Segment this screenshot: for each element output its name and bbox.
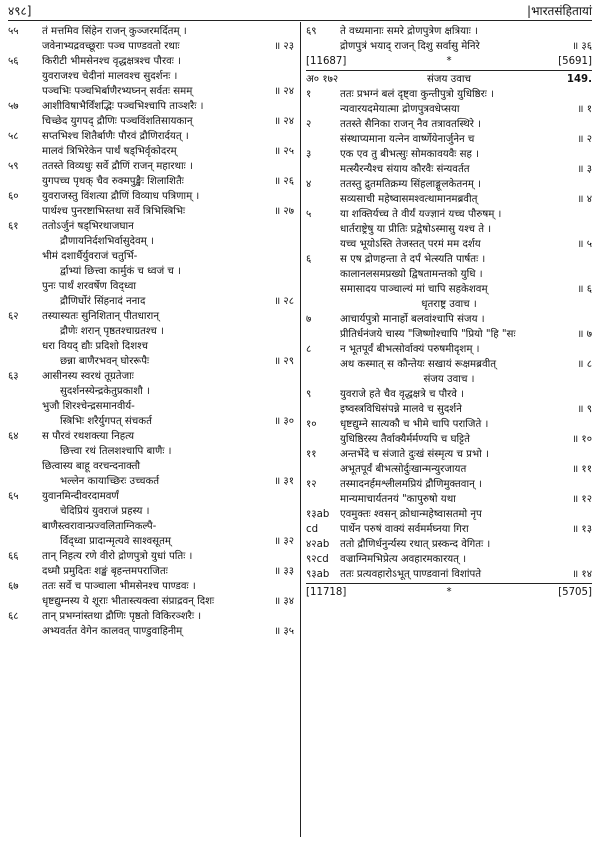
verse-number: ११: [306, 449, 317, 460]
verse-number: ६८: [8, 611, 19, 622]
verse-line: [8, 264, 294, 279]
verse-marker: ॥ १३: [572, 524, 592, 535]
verse-line: [8, 459, 294, 474]
verse-text: ततः प्रत्यवहारोऽभूत् पाण्डवानां विशांपते: [340, 569, 482, 580]
verse-text: द्रौणिर्घोरं सिंहनादं ननाद: [60, 296, 146, 307]
verse-line: [306, 237, 592, 252]
speaker-heading: धृतराष्ट्र उवाच ।: [421, 299, 477, 310]
verse-text: स पौरवं रथशक्त्या निहत्य: [42, 431, 134, 442]
verse-line: [306, 567, 592, 582]
verse-text: कालानलसमप्रख्यो द्विषतामन्तको युधि ।: [340, 269, 483, 280]
verse-text: ते वध्यमानाः समरे द्रोणपुत्रेण क्षत्रियाः ।: [340, 26, 478, 37]
right-column: [306, 24, 592, 600]
verse-line: [306, 177, 592, 192]
verse-marker: ॥ ३२: [274, 536, 294, 547]
verse-text: अथ कस्मात् स कौन्तेयः सखायं रूक्षमब्रवीत्: [340, 359, 497, 370]
verse-line: [306, 462, 592, 477]
right-column-main-verses: [306, 87, 592, 297]
footer-star: *: [446, 56, 452, 67]
verse-count-footer: [306, 54, 592, 69]
verse-text: युवानमिन्दीवरदामवर्णं: [42, 491, 119, 502]
verse-line: [8, 144, 294, 159]
verse-marker: ॥ २: [577, 134, 592, 145]
verse-line: [8, 519, 294, 534]
verse-line: [306, 342, 592, 357]
verse-number: १३ab: [306, 509, 330, 520]
verse-text: इष्वस्त्रविधिसंपन्ने मालवे च सुदर्शने: [340, 404, 462, 415]
verse-text: ततस्तु द्रुतमतिक्रम्य सिंहलाङ्गूलकेतनम् ।: [340, 179, 481, 190]
verse-text: पञ्चभिः पञ्चभिर्बाणैरभ्यघ्नन् सर्वतः समम्: [42, 86, 193, 97]
verse-text: युवराजे हते चैव वृद्धक्षत्रे च पौरवे ।: [340, 389, 465, 400]
verse-line: [8, 24, 294, 39]
verse-marker: ॥ ९: [577, 404, 592, 415]
verse-line: [8, 369, 294, 384]
verse-line: [306, 207, 592, 222]
verse-text: पार्थेन परुषं वाक्यं सर्वमर्मघ्नया गिरा: [340, 524, 469, 535]
verse-text: मान्यमाचार्यतनयं "कापुरुषो यथा: [340, 494, 456, 505]
verse-marker: ॥ २८: [274, 296, 294, 307]
left-column: [8, 24, 294, 639]
verse-line: [8, 234, 294, 249]
verse-marker: ॥ २६: [274, 176, 294, 187]
verse-text: स्त्रिभिः शरैर्युगपत् संचकर्त: [60, 416, 152, 427]
verse-text: ततस्ते सैनिका राजन् नैव तत्रावतस्थिरे ।: [340, 119, 482, 130]
verse-line: [306, 402, 592, 417]
verse-line: [8, 189, 294, 204]
verse-text: युवराजश्च चेदीनां मालवश्च सुदर्शनः ।: [42, 71, 178, 82]
verse-text: मालवं त्रिभिरेकेन पार्थं षड्भिर्वृकोदरम्: [42, 146, 177, 157]
verse-text: छित्वास्य बाहू वरचन्दनाक्तौ: [42, 461, 141, 472]
chapter-heading-line: [306, 72, 592, 87]
verse-marker: ॥ २४: [274, 86, 294, 97]
verse-number: १२: [306, 479, 317, 490]
verse-text: भुजौ शिरश्चेन्द्रसमानवीर्य-: [42, 401, 135, 412]
verse-text: सव्यसाची महेष्वासमश्वत्थामानमब्रवीत्: [340, 194, 478, 205]
verse-text: तान् प्रभग्नांस्तथा द्रौणिः पृष्ठतो विकिरञ्शरैः ।: [42, 611, 202, 622]
verse-number: ६४: [8, 431, 19, 442]
verse-text: मत्स्यैरन्यैश्च संयाय कौरवैः संन्यवर्तत: [340, 164, 470, 175]
verse-line: [8, 429, 294, 444]
page-number: ४९८]: [8, 4, 32, 18]
verse-line: [306, 327, 592, 342]
footer-count-right: [5691]: [558, 56, 592, 67]
verse-text: सप्तभिश्च शितैर्बाणैः पौरवं द्रौणिरार्दयत् ।: [42, 131, 189, 142]
verse-marker: ॥ २४: [274, 116, 294, 127]
verse-marker: ॥ ५: [577, 239, 592, 250]
verse-marker: ॥ ३६: [572, 41, 592, 52]
verse-text: स एष द्रोणहन्ता ते दर्पं भेत्स्यति पार्षतः ।: [340, 254, 486, 265]
verse-number: cd: [306, 524, 319, 535]
verse-number: १०: [306, 419, 317, 430]
verse-number: ५६: [8, 56, 19, 67]
header-rule: [8, 20, 592, 21]
verse-line: [8, 39, 294, 54]
chapter-speaker: संजय उवाच: [427, 74, 471, 85]
verse-marker: ॥ ११: [572, 464, 592, 475]
verse-text: या शक्तिर्यच्च ते वीर्यं यज्ज्ञानं यच्च पौरुषम् ।: [340, 209, 502, 220]
verse-line: [306, 132, 592, 147]
verse-text: ततोऽर्जुनं षड्भिरथाजघान: [42, 221, 134, 232]
verse-marker: ॥ २९: [274, 356, 294, 367]
verse-number: ४२ab: [306, 539, 330, 550]
footer-count-right: [5705]: [558, 587, 592, 598]
page-header: [0, 0, 600, 22]
verse-text: अभूतपूर्वं बीभत्सोर्दुःखान्मन्युरजायत: [340, 464, 467, 475]
verse-text: प्रीतिर्धनंजये चास्य "जिष्णोश्चापि "प्रियो "हि "सः: [340, 329, 516, 340]
verse-marker: ॥ १०: [572, 434, 592, 445]
verse-marker: ॥ २५: [274, 146, 294, 157]
verse-number: ३: [306, 149, 312, 160]
verse-line: [306, 447, 592, 462]
verse-text: तस्यास्यतः सुनिशितान् पीतधारान्: [42, 311, 159, 322]
verse-line: [8, 219, 294, 234]
verse-number: ६२: [8, 311, 19, 322]
verse-text: यच्च भूयोऽस्ति तेजस्तत् परमं मम दर्शय: [340, 239, 481, 250]
verse-line: [306, 267, 592, 282]
verse-marker: ॥ ४: [577, 194, 592, 205]
verse-line: [8, 444, 294, 459]
verse-line: [306, 24, 592, 39]
verse-number: ९२cd: [306, 554, 329, 565]
verse-line: [8, 84, 294, 99]
right-column-bottom-verses: [306, 387, 592, 582]
verse-line: [306, 477, 592, 492]
verse-line: [306, 417, 592, 432]
right-column-top-verses: [306, 24, 592, 54]
verse-number: ६५: [8, 491, 19, 502]
verse-line: [306, 222, 592, 237]
verse-text: बाणैस्त्वरावान्प्रज्वलिताग्निकल्पै-: [42, 521, 157, 532]
verse-line: [306, 492, 592, 507]
verse-text: किरीटी भीमसेनश्च वृद्धक्षत्रश्च पौरवः ।: [42, 56, 181, 67]
verse-number: ६६: [8, 551, 19, 562]
verse-text: न्यवारयदमेयात्मा द्रोणपुत्रवधेप्सया: [340, 104, 460, 115]
verse-line: [306, 102, 592, 117]
verse-text: आसीनस्य स्वरथं तूग्रतेजाः: [42, 371, 134, 382]
verse-line: [306, 507, 592, 522]
verse-line: [306, 432, 592, 447]
verse-text: छन्ना बाणैरभवन् घोररूपैः: [60, 356, 150, 367]
verse-marker: ॥ ८: [577, 359, 592, 370]
verse-marker: ॥ १४: [572, 569, 592, 580]
verse-line: [8, 339, 294, 354]
verse-text: एवमुक्तः श्वसन् क्रोधान्महेष्वासतमो नृप: [340, 509, 482, 520]
verse-text: अभ्यवर्तत वेगेन कालवत् पाण्डुवाहिनीम्: [42, 626, 183, 637]
chapter-number: 149.: [566, 74, 592, 85]
speaker-heading: संजय उवाच ।: [423, 374, 475, 385]
verse-line: [8, 294, 294, 309]
verse-text: द्रौणेः शरान् पृष्ठतश्चाग्रतश्च ।: [60, 326, 164, 337]
verse-line: [8, 354, 294, 369]
verse-marker: ॥ ३४: [274, 596, 294, 607]
verse-text: धृष्टद्युम्ने सात्यकौ च भीमे चापि पराजिते ।: [340, 419, 489, 430]
verse-number: ५८: [8, 131, 19, 142]
verse-line: [8, 204, 294, 219]
verse-line: [8, 564, 294, 579]
verse-line: [8, 549, 294, 564]
footer-count-left: [11687]: [306, 56, 347, 67]
verse-line: [8, 609, 294, 624]
verse-line: [8, 249, 294, 264]
verse-text: युगपच्च पृथक् चैव रुक्मपुङ्खैः शिलाशितैः: [42, 176, 184, 187]
footer-star: *: [446, 587, 452, 598]
verse-text: द्रोणपुत्रं भयाद् राजन् दिशु सर्वासु मेनिरे: [340, 41, 480, 52]
column-divider: [300, 22, 301, 837]
verse-text: चेदिप्रियं युवराजं प्रहस्य ।: [60, 506, 150, 517]
verse-number: ५७: [8, 101, 19, 112]
verse-marker: ॥ १: [577, 104, 592, 115]
verse-number: ४: [306, 179, 312, 190]
verse-number: ५९: [8, 161, 19, 172]
verse-text: युधिष्ठिरस्य तैर्वाक्यैर्मर्मण्यपि च घट्टिते: [340, 434, 470, 445]
verse-line: [306, 162, 592, 177]
verse-text: र्विद्ध्वा प्रादान्मृत्यवे साश्वसूतम्: [60, 536, 171, 547]
verse-text: ततः सर्वे च पाञ्चाला भीमसेनश्च पाण्डवः ।: [42, 581, 196, 592]
verse-number: ६: [306, 254, 312, 265]
verse-text: संस्थाप्यमाना यत्नेन वार्ष्णेयेनार्जुनेन च: [340, 134, 475, 145]
verse-line: [8, 534, 294, 549]
verse-line: [8, 174, 294, 189]
verse-count-footer: [306, 585, 592, 600]
verse-text: युवराजस्तु विंशत्या द्रौणिं विव्याध पत्रिणाम् ।: [42, 191, 200, 202]
verse-line: [306, 312, 592, 327]
verse-line: [8, 114, 294, 129]
verse-text: एक एव तु बीभत्सुः सोमकावयवैः सह ।: [340, 149, 479, 160]
verse-line: [306, 522, 592, 537]
verse-line: [8, 69, 294, 84]
verse-number: ७: [306, 314, 312, 325]
verse-number: ६९: [306, 26, 317, 37]
verse-text: वज्राग्निमभिप्रेत्य अवहारमकारयत् ।: [340, 554, 467, 565]
verse-marker: ॥ ७: [577, 329, 592, 340]
verse-number: २: [306, 119, 312, 130]
verse-text: तान् निहत्य रणे वीरो द्रोणपुत्रो युधां पतिः ।: [42, 551, 193, 562]
verse-text: तस्मादनर्हमश्लीलमप्रियं द्रौणिमुक्तवान् ।: [340, 479, 482, 490]
verse-text: ततः प्रभग्नं बलं दृष्ट्वा कुन्तीपुत्रो युधिष्ठिरः ।: [340, 89, 494, 100]
verse-line: [306, 87, 592, 102]
verse-line: [306, 552, 592, 567]
verse-line: [8, 504, 294, 519]
verse-line: [306, 357, 592, 372]
verse-marker: ॥ ३०: [274, 416, 294, 427]
verse-marker: ॥ ३५: [274, 626, 294, 637]
verse-line: [8, 489, 294, 504]
verse-marker: ॥ १२: [572, 494, 592, 505]
verse-number: ६७: [8, 581, 19, 592]
verse-line: [306, 387, 592, 402]
verse-line: [8, 384, 294, 399]
verse-number: ५५: [8, 26, 19, 37]
verse-text: धृष्टद्युम्नस्य ये शूराः भीतास्त्यक्त्वा संप्राद्रवन् दिशः: [42, 596, 215, 607]
verse-line: [8, 579, 294, 594]
verse-text: समासादय पाञ्चाल्यं मां चापि सहकेशवम्: [340, 284, 488, 295]
verse-text: ततस्ते विव्यधुः सर्वे द्रौणिं राजन् महारथाः ।: [42, 161, 193, 172]
verse-text: भीमं दशार्धैर्युवराजं चतुर्भि-: [42, 251, 138, 262]
verse-line: [8, 414, 294, 429]
verse-text: धरा वियद् द्यौः प्रदिशो दिशश्च: [42, 341, 148, 352]
running-title: |भारतसंहितायां: [527, 4, 592, 18]
verse-number: १: [306, 89, 312, 100]
verse-line: [306, 39, 592, 54]
verse-marker: ॥ ३३: [274, 566, 294, 577]
verse-text: धार्तराष्ट्रेषु या प्रीतिः प्रद्वेषोऽस्मासु यश्च ते ।: [340, 224, 492, 235]
verse-marker: ॥ ३१: [274, 476, 294, 487]
verse-line: [8, 594, 294, 609]
verse-line: [8, 309, 294, 324]
verse-text: तं मत्तमिव सिंहेन राजन् कुञ्जरमर्दितम् ।: [42, 26, 187, 37]
verse-text: पुनः पार्थं शरवर्षेण विद्ध्वा: [42, 281, 137, 292]
verse-number: ६१: [8, 221, 19, 232]
verse-line: [8, 99, 294, 114]
verse-marker: ॥ ६: [577, 284, 592, 295]
verse-text: अन्तर्भेदे च संजाते दुःखं संस्मृत्य च प्रभो ।: [340, 449, 489, 460]
verse-line: [8, 279, 294, 294]
right-column-mid-verses: [306, 312, 592, 372]
verse-text: चिच्छेद युगपद् द्रौणिः पञ्चविंशतिसायकान्: [42, 116, 193, 127]
verse-number: ६३: [8, 371, 19, 382]
chapter-label: अ० १७२: [306, 74, 339, 85]
verse-text: दध्मौ प्रमुदितः शङ्खं बृहन्तमपराजितः: [42, 566, 168, 577]
verse-line: [306, 147, 592, 162]
verse-text: सुदर्शनस्येन्द्रकेतुप्रकाशौ ।: [60, 386, 150, 397]
verse-line: [8, 474, 294, 489]
verse-text: पार्थश्च पुनरष्टाभिस्तथा सर्वे त्रिभिस्त्रिभिः: [42, 206, 186, 217]
verse-line: [8, 159, 294, 174]
verse-line: [8, 54, 294, 69]
verse-marker: ॥ २७: [274, 206, 294, 217]
verse-line: [8, 324, 294, 339]
verse-line: [306, 117, 592, 132]
verse-number: ९३ab: [306, 569, 330, 580]
verse-text: आचार्यपुत्रो मानार्हो बलवांश्चापि संजय ।: [340, 314, 485, 325]
verse-number: ९: [306, 389, 312, 400]
verse-text: भल्लेन कायाच्छिरः उच्चकर्त: [60, 476, 160, 487]
verse-text: आशीविषाभैर्विंशद्भिः पञ्चभिश्चापि ताञ्शरैः ।: [42, 101, 204, 112]
verse-text: द्रौणायनिर्दशभिर्वासुदेवम् ।: [60, 236, 154, 247]
verse-number: ८: [306, 344, 312, 355]
verse-text: ततो द्रौणिर्धनुर्न्यस्य रथात् प्रस्कन्द वेगितः ।: [340, 539, 491, 550]
verse-number: ५: [306, 209, 312, 220]
footer-count-left: [11718]: [306, 587, 347, 598]
verse-text: न भूतपूर्वं बीभत्सोर्वाक्यं परुषमीदृशम् ।: [340, 344, 480, 355]
verse-line: [8, 399, 294, 414]
verse-text: छित्त्वा रथं तिलशश्चापि बाणैः ।: [60, 446, 172, 457]
verse-line: [306, 282, 592, 297]
verse-number: ६०: [8, 191, 19, 202]
chapter-rule: [306, 70, 592, 71]
verse-line: [306, 252, 592, 267]
verse-line: [8, 624, 294, 639]
verse-text: जवेनाभ्यद्रवच्छूराः पञ्च पाण्डवतो रथाः: [42, 41, 180, 52]
verse-line: [306, 537, 592, 552]
verse-marker: ॥ २३: [274, 41, 294, 52]
verse-line: [8, 129, 294, 144]
verse-marker: ॥ ३: [577, 164, 592, 175]
verse-text: र्द्वाभ्यां छित्त्वा कार्मुकं च ध्वजं च ।: [60, 266, 181, 277]
verse-line: [306, 192, 592, 207]
footer-rule: [306, 583, 592, 584]
